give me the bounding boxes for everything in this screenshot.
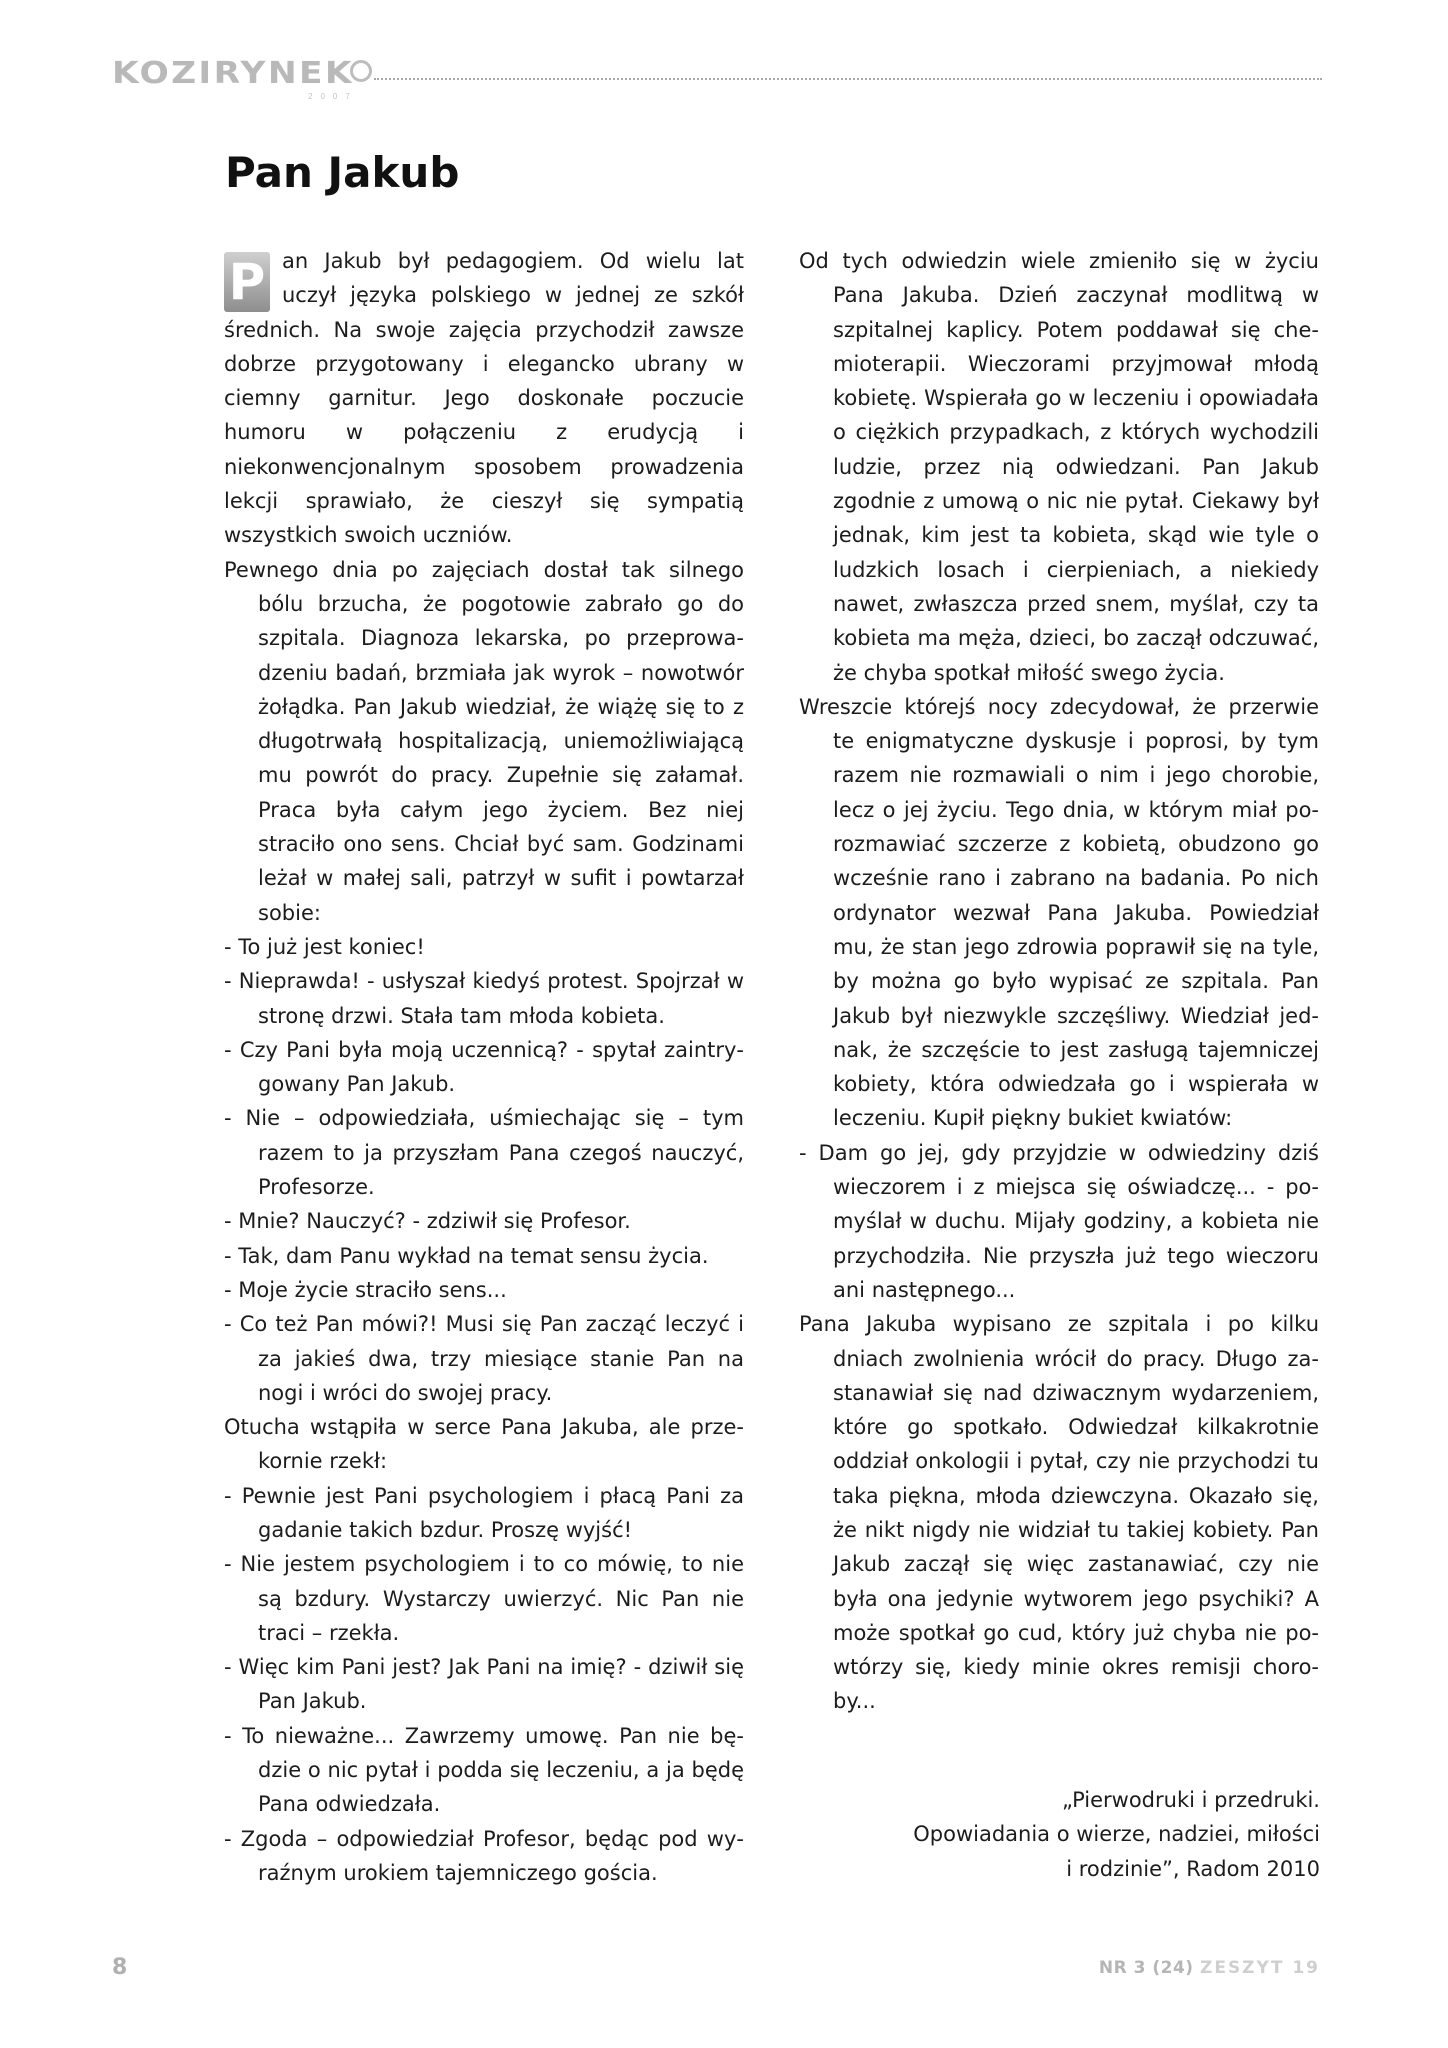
paragraph: - Moje życie straciło sens... — [224, 1277, 507, 1302]
logo-subtitle: 2007 — [308, 92, 358, 101]
paragraph: - Mnie? Nauczyć? - zdziwił się Profesor. — [224, 1209, 631, 1234]
page-header — [112, 56, 1322, 101]
paragraph: Otucha wstąpiła w serce Pana Jakuba, ale przekornie rzekł: — [224, 1415, 744, 1474]
citation-line: Opowiadania o wierze, nadziei, miłości — [913, 1822, 1320, 1847]
citation-line: i rodzinie”, Radom 2010 — [1066, 1856, 1320, 1881]
paragraph: Pewnego dnia po zajęciach dostał tak silnego bólu brzucha, że pogotowie zabrało go do szpitala. Diagnoza lekarska, po przeprowadzeniu badań, brzmiała jak wyrok – nowotwór żołądka. Pan Jakub wiedział, że wiążę się to z długotrwałą hospitalizacją, uniemożliwiającą mu powrót do pracy. Zupełnie się załamał. Praca była całym jego życiem. Bez niej straciło ono sens. Chciał być sam. Godzinami leżał w małej sali, patrzył w sufit i powtarzał sobie: — [224, 557, 744, 925]
paragraph: - Pewnie jest Pani psychologiem i płacą Pani za gadanie takich bzdur. Proszę wyjść! — [224, 1483, 744, 1542]
paragraph: - Zgoda – odpowiedział Profesor, będąc pod wyraźnym urokiem tajemniczego gościa. — [224, 1826, 744, 1885]
page-number: 8 — [112, 1955, 128, 1980]
logo-emblem-icon — [350, 60, 372, 82]
left-column — [224, 244, 744, 1890]
paragraph: - Nie – odpowiedziała, uśmiechając się – tym razem to ja przyszłam Pana czegoś nauczyć, Profesorze. — [224, 1106, 744, 1200]
paragraph: - Co też Pan mówi?! Musi się Pan zacząć leczyć i za jakieś dwa, trzy miesiące stanie Pan na nogi i wróci do swojej pracy. — [224, 1312, 744, 1405]
paragraph: - To nieważne... Zawrzemy umowę. Pan nie będzie o nic pytał i podda się leczeniu, a ja będę Pana odwiedzała. — [224, 1723, 744, 1817]
citation-line: „Pierwodruki i przedruki. — [1061, 1788, 1320, 1812]
right-column — [799, 244, 1319, 1719]
paragraph-text: an Jakub był pedagogiem. Od wielu lat uczył języka polskiego w jednej ze szkół średnich. Na swoje zajęcia przychodził zawsze dobrze przygotowany i elegancko ubrany w ciemny garnitur. Jego doskonałe poczucie humoru w połączeniu z erudycją i niekonwencjonalnym sposobem prowadzenia lekcji sprawiało, że cieszył się sympatią wszystkich swoich uczniów. — [224, 249, 744, 548]
paragraph: - To już jest koniec! — [224, 934, 425, 959]
paragraph — [224, 244, 744, 553]
paragraph: - Czy Pani była moją uczennicą? - spytał zaintrygowany Pan Jakub. — [224, 1037, 744, 1097]
paragraph: - Nieprawda! - usłyszał kiedyś protest. Spojrzał w stronę drzwi. Stała tam młoda kobieta. — [224, 969, 744, 1028]
header-dotted-rule — [374, 78, 1322, 80]
zeszyt-label: ZESZYT 19 — [1200, 1958, 1320, 1978]
paragraph: - Więc kim Pani jest? Jak Pani na imię? - dziwił się Pan Jakub. — [224, 1655, 744, 1714]
paragraph: - Tak, dam Panu wykład na temat sensu życia. — [224, 1243, 709, 1268]
issue-number: NR 3 (24) — [1098, 1958, 1194, 1978]
paragraph: Wreszcie którejś nocy zdecydował, że przerwie te enigmatyczne dyskusje i poprosi, by tym razem nie rozmawiali o nim i jego chorobie, lecz o jej życiu. Tego dnia, w którym miał porozmawiać szczerze z kobietą, obudzono go wcześnie rano i zabrano na badania. Po nich ordynator wezwał Pana Jakuba. Powiedział mu, że stan jego zdrowia poprawił się na tyle, by można go było wypisać ze szpitala. Pan Jakub był niezwykle szczęśliwy. Wiedział jednak, że szczęście to jest zasługą tajemniczej kobiety, która odwiedzała go i wspierała w leczeniu. Kupił piękny bukiet kwiatów: — [799, 694, 1319, 1131]
source-citation — [840, 1783, 1320, 1886]
article-title: Pan Jakub — [225, 148, 460, 197]
paragraph: Pana Jakuba wypisano ze szpitala i po kilku dniach zwolnienia wrócił do pracy. Długo zastanawiał się nad dziwacznym wydarzeniem, które go spotkało. Odwiedzał kilkakrotnie oddział onkologii i pytał, czy nie przychodzi tu taka piękna, młoda dziewczyna. Okazało się, że nikt nigdy nie widział tu takiej kobiety. Pan Jakub zaczął się więc zastanawiać, czy nie była ona jedynie wytworem jego psychiki? A może spotkał go cud, który już chyba nie powtórzy się, kiedy minie okres remisji choroby... — [799, 1312, 1319, 1714]
paragraph: - Nie jestem psychologiem i to co mówię, to nie są bzdury. Wystarczy uwierzyć. Nic Pan nie traci – rzekła. — [224, 1552, 744, 1645]
magazine-logo: KOZIRYNEK — [112, 56, 354, 91]
paragraph: - Dam go jej, gdy przyjdzie w odwiedziny dziś wieczorem i z miejsca się oświadczę... - pomyślał w duchu. Mijały godziny, a kobieta nie przychodziła. Nie przyszła już tego wieczoru ani następnego... — [799, 1140, 1319, 1302]
drop-cap: P — [224, 252, 270, 312]
issue-label — [1099, 1958, 1320, 1978]
paragraph: Od tych odwiedzin wiele zmieniło się w życiu Pana Jakuba. Dzień zaczynał modlitwą w szpitalnej kaplicy. Potem poddawał się chemioterapii. Wieczorami przyjmował młodą kobietę. Wspierała go w leczeniu i opowiadała o ciężkich przypadkach, z których wychodzili ludzie, przez nią odwiedzani. Pan Jakub zgodnie z umową o nic nie pytał. Ciekawy był jednak, kim jest ta kobieta, skąd wie tyle o ludzkich losach i cierpieniach, a niekiedy nawet, zwłaszcza przed snem, myślał, czy ta kobieta ma męża, dzieci, bo zaczął odczuwać, że chyba spotkał miłość swego życia. — [799, 249, 1319, 685]
